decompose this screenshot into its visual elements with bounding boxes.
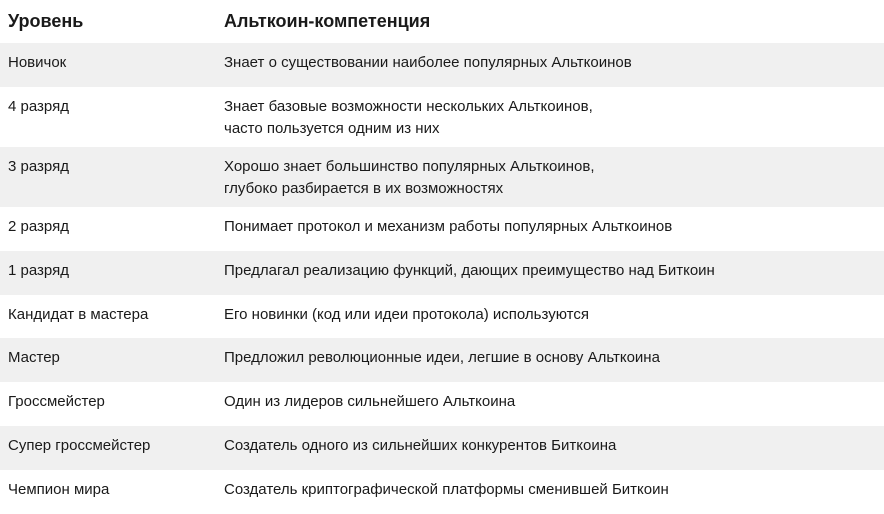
competence-cell	[224, 382, 884, 426]
competence-line: Понимает протокол и механизм работы популярных Альткоинов	[224, 218, 673, 235]
level-cell: Мастер	[8, 349, 60, 366]
level-cell: Новичок	[8, 54, 67, 71]
competence-line: Предложил революционные идеи, легшие в основу Альткоина	[224, 349, 660, 366]
table-row	[0, 470, 884, 514]
competence-line: Предлагал реализацию функций, дающих преимущество над Биткоин	[224, 262, 715, 279]
header-competence: Альткоин-компетенция	[224, 11, 431, 31]
competence-line: Хорошо знает большинство популярных Альткоинов,	[224, 158, 595, 175]
competence-line: глубоко разбирается в их возможностях	[224, 180, 504, 197]
competence-line: Создатель одного из сильнейших конкурентов Биткоина	[224, 437, 617, 454]
table-row	[0, 251, 884, 295]
competence-cell	[224, 470, 884, 514]
level-cell: Кандидат в мастера	[8, 306, 149, 323]
competence-cell	[224, 426, 884, 470]
level-cell: Гроссмейстер	[8, 393, 105, 410]
competence-cell	[224, 87, 884, 147]
level-cell: 3 разряд	[8, 158, 69, 175]
table-row	[0, 43, 884, 87]
table-row	[0, 295, 884, 338]
level-cell: Супер гроссмейстер	[8, 437, 151, 454]
level-cell: 1 разряд	[8, 262, 69, 279]
table-row	[0, 207, 884, 251]
competence-cell	[224, 251, 884, 295]
table-row	[0, 87, 884, 147]
competence-line: часто пользуется одним из них	[224, 120, 440, 137]
competence-line: Создатель криптографической платформы сменившей Биткоин	[224, 481, 669, 498]
header-level: Уровень	[8, 11, 84, 31]
table-row	[0, 147, 884, 207]
competence-line: Один из лидеров сильнейшего Альткоина	[224, 393, 516, 410]
competence-line: Его новинки (код или идеи протокола) используются	[224, 306, 589, 323]
table-row	[0, 338, 884, 382]
level-cell: Чемпион мира	[8, 481, 110, 498]
competence-line: Знает базовые возможности нескольких Альткоинов,	[224, 98, 593, 115]
level-cell: 2 разряд	[8, 218, 69, 235]
table-body	[0, 43, 884, 514]
competence-line: Знает о существовании наиболее популярных Альткоинов	[224, 54, 632, 71]
competence-cell	[224, 295, 884, 338]
competence-cell	[224, 43, 884, 87]
level-cell: 4 разряд	[8, 98, 69, 115]
table-row	[0, 426, 884, 470]
competence-cell	[224, 338, 884, 382]
table-row	[0, 382, 884, 426]
competence-cell	[224, 207, 884, 251]
competence-cell	[224, 147, 884, 207]
table-header-row	[0, 0, 884, 43]
